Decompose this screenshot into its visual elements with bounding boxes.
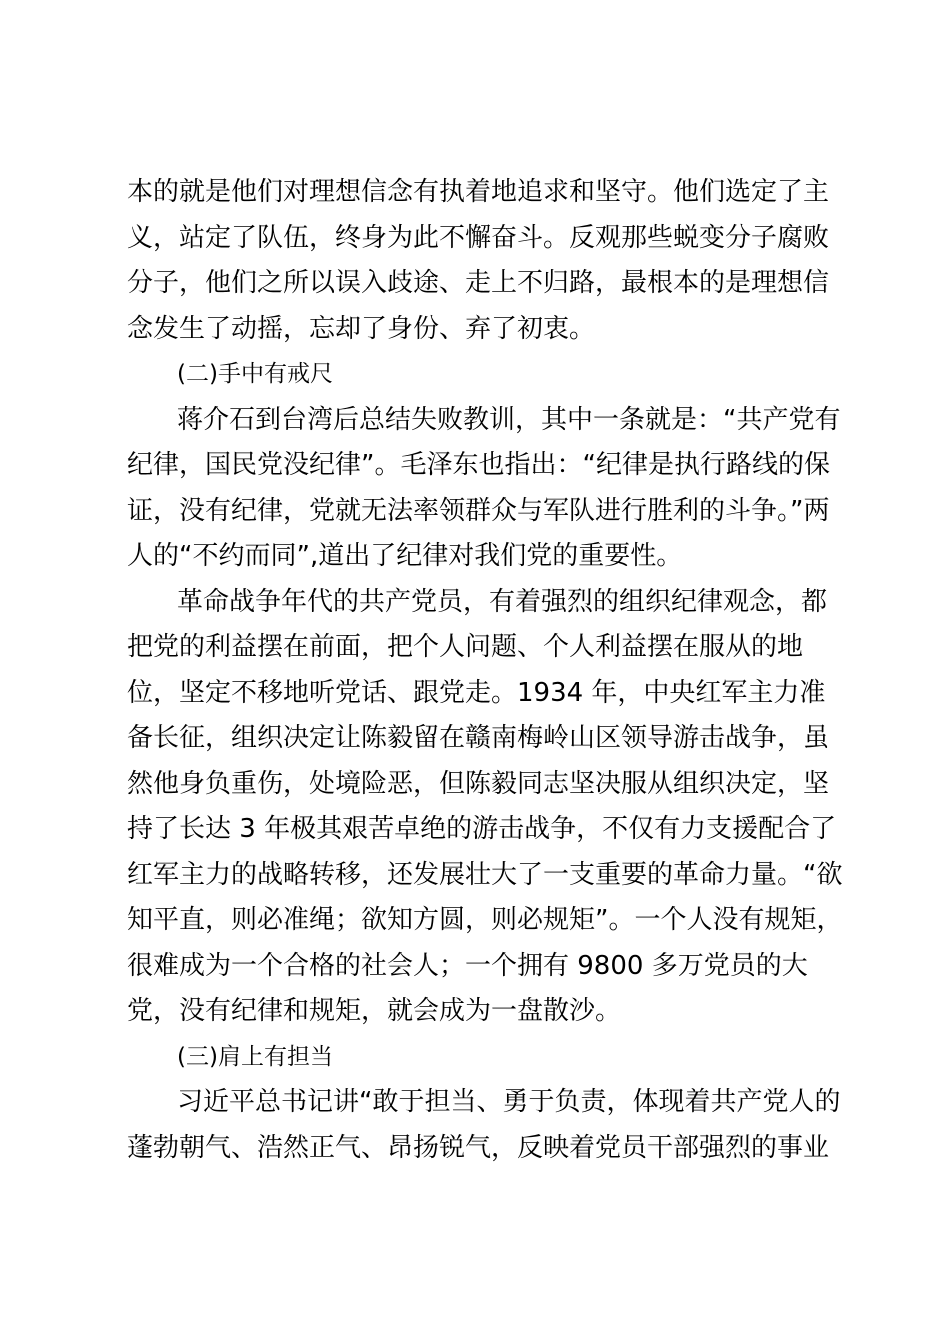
text-line: 很难成为一个合格的社会人；一个拥有 9800 多万党员的大: [127, 950, 808, 981]
text-line: 蒋介石到台湾后总结失败教训，其中一条就是：“共产党有: [177, 404, 841, 435]
text-line: 证，没有纪律，党就无法率领群众与军队进行胜利的斗争。”两: [127, 495, 830, 526]
text-line: 蓬勃朝气、浩然正气、昂扬锐气，反映着党员干部强烈的事业: [127, 1132, 830, 1163]
text-line: 然他身负重伤，处境险恶，但陈毅同志坚决服从组织决定，坚: [127, 768, 830, 799]
text-line: 红军主力的战略转移，还发展壮大了一支重要的革命力量。“欲: [127, 859, 843, 890]
section-heading: (三)肩上有担当: [177, 1043, 333, 1070]
text-line: 念发生了动摇，忘却了身份、弃了初衷。: [127, 313, 596, 344]
text-line: 本的就是他们对理想信念有执着地追求和坚守。他们选定了主: [127, 177, 830, 207]
text-line: 义，站定了队伍，终身为此不懈奋斗。反观那些蜕变分子腐败: [127, 222, 830, 253]
text-line: 人的“不约而同”,道出了纪律对我们党的重要性。: [127, 541, 683, 571]
text-line: 备长征，组织决定让陈毅留在赣南梅岭山区领导游击战争，虽: [127, 723, 830, 753]
text-line: 分子，他们之所以误入歧途、走上不归路，最根本的是理想信: [127, 268, 830, 298]
text-line: 位，坚定不移地听党话、跟党走。1934 年，中央红军主力准: [127, 677, 826, 708]
section-heading: (二)手中有戒尺: [177, 361, 333, 387]
body-text: [127, 170, 843, 1171]
text-line: 把党的利益摆在前面，把个人问题、个人利益摆在服从的地: [127, 632, 804, 662]
text-line: 习近平总书记讲“敢于担当、勇于负责，体现着共产党人的: [177, 1087, 841, 1117]
text-line: 知平直，则必准绳；欲知方圆，则必规矩”。一个人没有规矩，: [127, 905, 843, 935]
text-line: 纪律，国民党没纪律”。毛泽东也指出：“纪律是执行路线的保: [127, 450, 830, 480]
text-line: 革命战争年代的共产党员，有着强烈的组织纪律观念，都: [177, 586, 828, 617]
text-line: 党，没有纪律和规矩，就会成为一盘散沙。: [127, 996, 622, 1026]
text-line: 持了长达 3 年极其艰苦卓绝的游击战争，不仅有力支援配合了: [127, 814, 837, 844]
